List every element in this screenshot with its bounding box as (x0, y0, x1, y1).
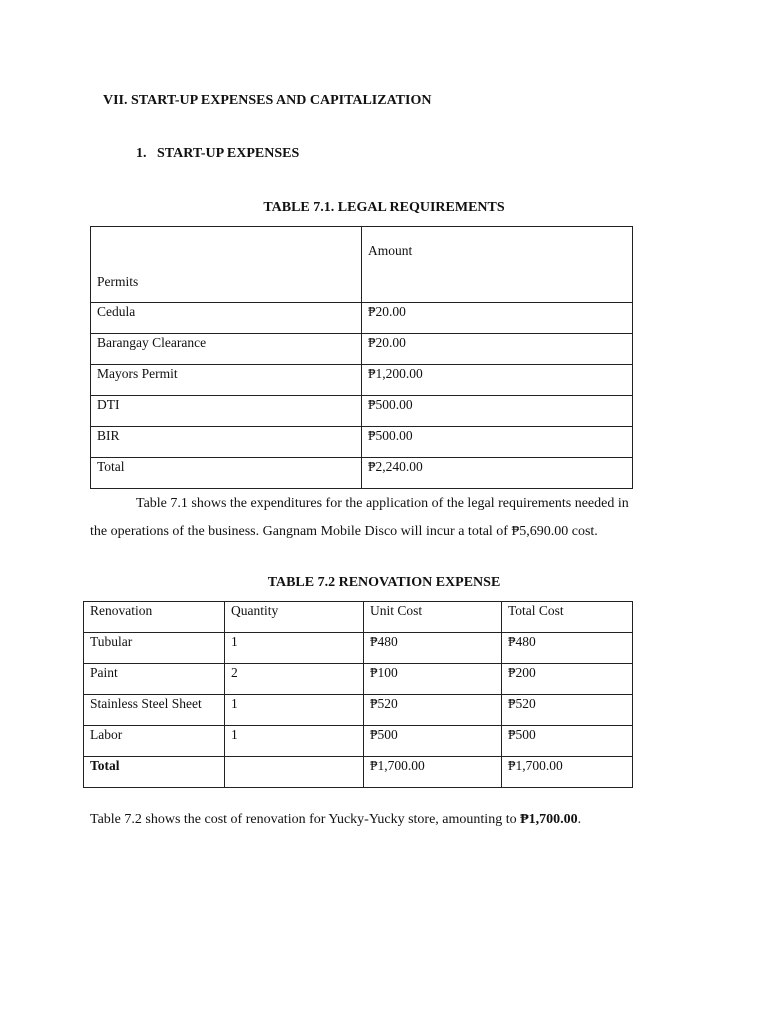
table-row (91, 427, 633, 458)
section-heading: VII. START-UP EXPENSES AND CAPITALIZATION (103, 93, 432, 108)
table-cell: Tubular (84, 633, 225, 664)
table-total-row (84, 757, 633, 788)
table-cell: Stainless Steel Sheet (84, 695, 225, 726)
paragraph-table2-summary (90, 806, 730, 834)
table-cell: 1 (225, 726, 364, 757)
table-row (84, 726, 633, 757)
paragraph-line: Table 7.1 shows the expenditures for the application of the legal requirements needed in (136, 496, 629, 511)
table-cell: Barangay Clearance (91, 334, 362, 365)
header-cell-renovation: Renovation (84, 602, 225, 633)
table-row (91, 365, 633, 396)
table-cell: ₱500.00 (362, 427, 633, 458)
table-cell (225, 757, 364, 788)
table2-caption-row (0, 575, 768, 591)
table-cell: ₱20.00 (362, 303, 633, 334)
table-cell: ₱2,240.00 (362, 458, 633, 489)
table-cell: ₱100 (364, 664, 502, 695)
table-cell: Total (91, 458, 362, 489)
legal-requirements-table (90, 226, 633, 489)
table-cell: 2 (225, 664, 364, 695)
paragraph-text: Table 7.2 shows the cost of renovation for Yucky-Yucky store, amounting to (90, 812, 521, 827)
table-row (84, 664, 633, 695)
paragraph-table1-summary (90, 490, 690, 546)
table-cell: ₱1,700.00 (502, 757, 633, 788)
table1-caption-row (0, 200, 768, 216)
header-cell-unit-cost: Unit Cost (364, 602, 502, 633)
table-header-row (91, 227, 633, 303)
header-cell-amount: Amount (362, 227, 633, 303)
table-row (84, 633, 633, 664)
table-header-row (84, 602, 633, 633)
table-cell: Labor (84, 726, 225, 757)
table1-caption: TABLE 7.1. LEGAL REQUIREMENTS (263, 200, 505, 215)
table-cell: Cedula (91, 303, 362, 334)
table-cell: DTI (91, 396, 362, 427)
table-cell: ₱1,700.00 (364, 757, 502, 788)
table-cell: ₱200 (502, 664, 633, 695)
table-cell: 1 (225, 633, 364, 664)
table-cell: Total (84, 757, 225, 788)
table-row (91, 303, 633, 334)
table-cell: ₱480 (364, 633, 502, 664)
table-cell: Mayors Permit (91, 365, 362, 396)
table-cell: 1 (225, 695, 364, 726)
table-cell: ₱1,200.00 (362, 365, 633, 396)
header-cell-total-cost: Total Cost (502, 602, 633, 633)
paragraph-end: . (577, 812, 582, 827)
renovation-expense-table (83, 601, 633, 788)
header-cell-permits: Permits (91, 227, 362, 303)
paragraph-line: the operations of the business. Gangnam Mobile Disco will incur a total of ₱5,690.00 cost. (90, 524, 598, 539)
table-cell: ₱520 (364, 695, 502, 726)
table-cell: BIR (91, 427, 362, 458)
table-cell: ₱480 (502, 633, 633, 664)
table-total-row (91, 458, 633, 489)
table-cell: Paint (84, 664, 225, 695)
table-row (91, 396, 633, 427)
table-row (91, 334, 633, 365)
table-row (84, 695, 633, 726)
table-cell: ₱500.00 (362, 396, 633, 427)
table-cell: ₱520 (502, 695, 633, 726)
table-cell: ₱500 (502, 726, 633, 757)
table2-caption: TABLE 7.2 RENOVATION EXPENSE (267, 575, 501, 590)
header-cell-quantity: Quantity (225, 602, 364, 633)
subsection-heading: 1. START-UP EXPENSES (136, 146, 300, 161)
paragraph-amount: ₱1,700.00 (520, 812, 578, 827)
table-cell: ₱500 (364, 726, 502, 757)
table-cell: ₱20.00 (362, 334, 633, 365)
